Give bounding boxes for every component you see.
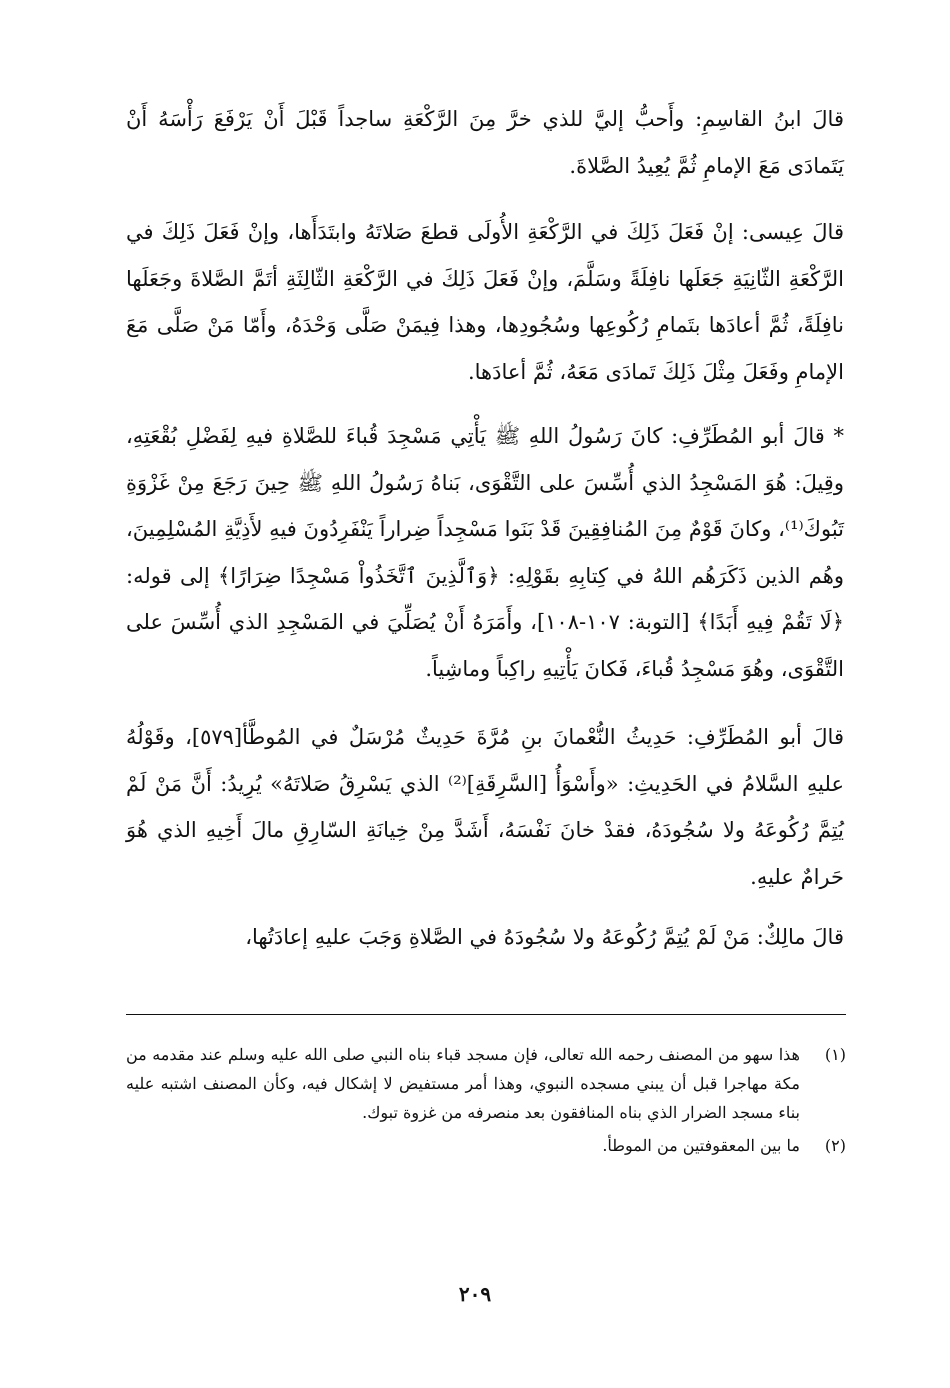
paragraph-isa: قالَ عِيسى: إنْ فَعَلَ ذَلِكَ في الرَّكْعَةِ الأُولَى قطعَ صَلاتَهُ وابتَدَأَها، وإنْ فَعَلَ ذَلِكَ في الرَّكْعَةِ الثّانِيَةِ جَعَلَها نافِلَةً وسَلَّمَ، وإنْ فَعَلَ ذَلِكَ في الرَّكْعَةِ الثّالِثَةِ أتَمَّ الصَّلاةَ وجَعَلَها نافِلَةً، ثُمَّ أعادَها بتَمامِ رُكُوعِها وسُجُودِها، وهذا فِيمَنْ صَلَّى وَحْدَهُ، وأَمّا مَنْ صَلَّى مَعَ الإمامِ وفَعَلَ مِثْلَ ذَلِكَ تَمادَى مَعَهُ، ثُمَّ أعادَها.	[126, 220, 844, 384]
footnote-number: (١)	[824, 1045, 846, 1064]
footnote-2	[126, 1131, 846, 1160]
footnote-text: هذا سهو من المصنف رحمه الله تعالى، فإن مسجد قباء بناه النبي صلى الله عليه وسلم عند مقدمه من مكة مهاجرا قبل أن يبني مسجده النبوي، وهذا أمر مستفيض لا إشكال فيه، وكأن المصنف اشتبه عليه بناء مسجد الضرار الذي بناه المنافقون بعد منصرفه من غزوة تبوك.	[126, 1045, 800, 1122]
paragraph-abu-al-mutarrif-quba: * قالَ أبو المُطَرِّفِ: كانَ رَسُولُ اللهِ ﷺ يَأْتِي مَسْجِدَ قُباءَ للصَّلاةِ فيهِ لِفَضْلِ بُقْعَتِهِ، وقِيلَ: هُوَ المَسْجِدُ الذي أُسِّسَ على التَّقْوَى، بَناهُ رَسُولُ اللهِ ﷺ حِينَ رَجَعَ مِنْ غَزْوَةِ تَبُوكَ⁽¹⁾، وكانَ قَوْمٌ مِنَ المُنافِقِينَ قَدْ بَنَوا مَسْجِداً ضِراراً يَنْفَرِدُونَ فيهِ لأَذِيَّةِ المُسْلِمِينَ، وهُم الذين ذَكَرَهُم اللهُ في كِتابِهِ بقَوْلِهِ: ﴿وَٱلَّذِينَ ٱتَّخَذُواْ مَسْجِدًا ضِرَارًا﴾ إلى قوله: ﴿لَا تَقُمْ فِيهِ أَبَدًا﴾ [التوبة: ١٠٧-١٠٨]، وأَمَرَهُ أَنْ يُصَلِّيَ في المَسْجِدِ الذي أُسِّسَ على التَّقْوَى، وهُوَ مَسْجِدُ قُباءَ، فَكانَ يَأْتِيهِ راكِباً وماشِياً.	[126, 424, 844, 681]
paragraph-ibn-al-qasim: قالَ ابنُ القاسِمِ: وأَحبُّ إليَّ للذي خرَّ مِنَ الرَّكْعَةِ ساجداً قَبْلَ أَنْ يَرْفَعَ رَأْسَهُ أَنْ يَتَمادَى مَعَ الإمامِ ثُمَّ يُعِيدُ الصَّلاةَ.	[126, 107, 844, 178]
footnote-text: ما بين المعقوفتين من الموطأ.	[602, 1136, 800, 1155]
footnote-divider	[126, 1014, 846, 1015]
paragraph-abu-al-mutarrif-numan: قالَ أبو المُطَرِّفِ: حَدِيثُ النُّعْمانَ بنِ مُرَّةَ حَدِيثٌ مُرْسَلٌ في المُوطَّأ[٥٧٩]، وقَوْلُهُ عليهِ السَّلامُ في الحَدِيثِ: «وأَسْوَأُ [السَّرِقَةِ]⁽²⁾ الذي يَسْرِقُ صَلاتَهُ» يُرِيدُ: أَنَّ مَنْ لَمْ يُتِمَّ رُكُوعَهُ ولا سُجُودَهُ، فقدْ خانَ نَفْسَهُ، أَشَدَّ مِنْ خِيانَةِ السّارِقِ مالَ أَخِيهِ الذي هُوَ حَرامٌ عليهِ.	[126, 725, 844, 889]
footnote-number: (٢)	[824, 1136, 846, 1155]
paragraph-malik: قالَ مالِكٌ: مَنْ لَمْ يُتِمَّ رُكُوعَهُ ولا سُجُودَهُ في الصَّلاةِ وَجَبَ عليهِ إعادَتُها،	[245, 925, 844, 949]
footnotes	[126, 1040, 846, 1164]
page-number: ٢٠٩	[458, 1282, 492, 1306]
main-text	[126, 96, 844, 979]
footnote-1	[126, 1040, 846, 1127]
